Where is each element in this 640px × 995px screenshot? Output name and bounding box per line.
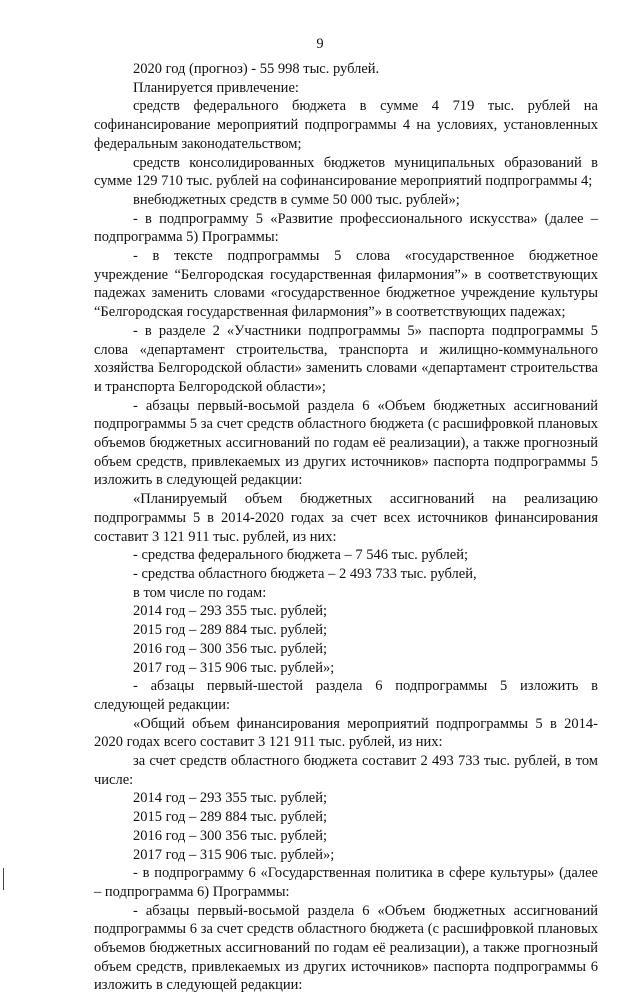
paragraph-municipal-funds: средств консолидированных бюджетов муниципальных образований в сумме 129 710 тыс. рублей на софинансирование мероприятий подпрограммы 4; [94,154,598,190]
scan-edge-mark [3,868,4,890]
paragraph-extrabudgetary-funds: внебюджетных средств в сумме 50 000 тыс. рублей»; [133,191,460,208]
paragraph-section-6-subprogram-5: - абзацы первый-шестой раздела 6 подпрограммы 5 изложить в следующей редакции: [94,678,598,713]
paragraph-forecast-2020: 2020 год (прогноз) - 55 998 тыс. рублей. [133,61,380,77]
page-number: 9 [316,36,324,52]
paragraph-philharmonic-rename: - в тексте подпрограммы 5 слова «государственное бюджетное учреждение “Белгородская государственная филармония”» в соответствующих падежах заменить словами «государственное бюджетное учреждение культуры “Белгородская государственная филармония”» в соответствующих падежах; [94,248,598,321]
list-item-year-2014: 2014 год – 293 355 тыс. рублей; [133,790,328,807]
paragraph-federal-funds: средств федерального бюджета в сумме 4 719 тыс. рублей на софинансирование мероприятий подпрограммы 4 на условиях, установленных федеральным законодательством; [94,98,598,152]
list-item-by-years: в том числе по годам: [133,584,267,601]
paragraph-total-financing-5: «Общий объем финансирования мероприятий подпрограммы 5 в 2014-2020 годах всего составит 3 121 911 тыс. рублей, из них: [94,715,598,751]
list-item-regional-budget: - средства областного бюджета – 2 493 733 тыс. рублей, [133,565,477,582]
list-item-year-2016: 2016 год – 300 356 тыс. рублей; [133,640,328,657]
list-item-year-2016: 2016 год – 300 356 тыс. рублей; [133,827,328,844]
paragraph-section-6-passport-6: - абзацы первый-восьмой раздела 6 «Объем бюджетных ассигнований подпрограммы 6 за счет средств областного бюджета (с расшифровкой плановых объемов бюджетных ассигнований по годам её реализации), а также прогнозный объем средств, привлекаемых из других источников» паспорта подпрограммы 6 изложить в следующей редакции: [94,902,598,994]
paragraph-regional-budget-total: за счет средств областного бюджета составит 2 493 733 тыс. рублей, в том числе: [94,753,598,788]
list-item-year-2015: 2015 год – 289 884 тыс. рублей; [133,622,328,639]
paragraph-planned-volume-5: «Планируемый объем бюджетных ассигнований на реализацию подпрограммы 5 в 2014-2020 годах за счет всех источников финансирования составит 3 121 911 тыс. рублей, из них: [94,491,598,545]
paragraph-section-6-passport-5: - абзацы первый-восьмой раздела 6 «Объем бюджетных ассигнований подпрограммы 5 за счет средств областного бюджета (с расшифровкой плановых объемов бюджетных ассигнований по годам её реализации), а также прогнозный объем средств, привлекаемых из других источников» паспорта подпрограммы 5 изложить в следующей редакции: [94,397,598,489]
paragraph-subprogram-6-intro: - в подпрограмму 6 «Государственная политика в сфере культуры» (далее – подпрограмма 6) Программы: [94,865,598,900]
paragraph-section-2-participants: - в разделе 2 «Участники подпрограммы 5» паспорта подпрограммы 5 слова «департамент строительства, транспорта и жилищно-коммунального хозяйства Белгородской области» заменить словами «департамент строительства и транспорта Белгородской области»; [94,322,598,395]
list-item-federal-budget: - средства федерального бюджета – 7 546 тыс. рублей; [133,547,469,564]
list-item-year-2017: 2017 год – 315 906 тыс. рублей»; [133,659,335,676]
paragraph-subprogram-5-intro: - в подпрограмму 5 «Развитие профессионального искусства» (далее – подпрограмма 5) Программы: [94,210,598,246]
document-body [94,60,598,995]
paragraph-planned-attraction: Планируется привлечение: [133,79,299,96]
list-item-year-2017: 2017 год – 315 906 тыс. рублей»; [133,846,335,863]
list-item-year-2015: 2015 год – 289 884 тыс. рублей; [133,809,328,826]
list-item-year-2014: 2014 год – 293 355 тыс. рублей; [133,603,328,620]
